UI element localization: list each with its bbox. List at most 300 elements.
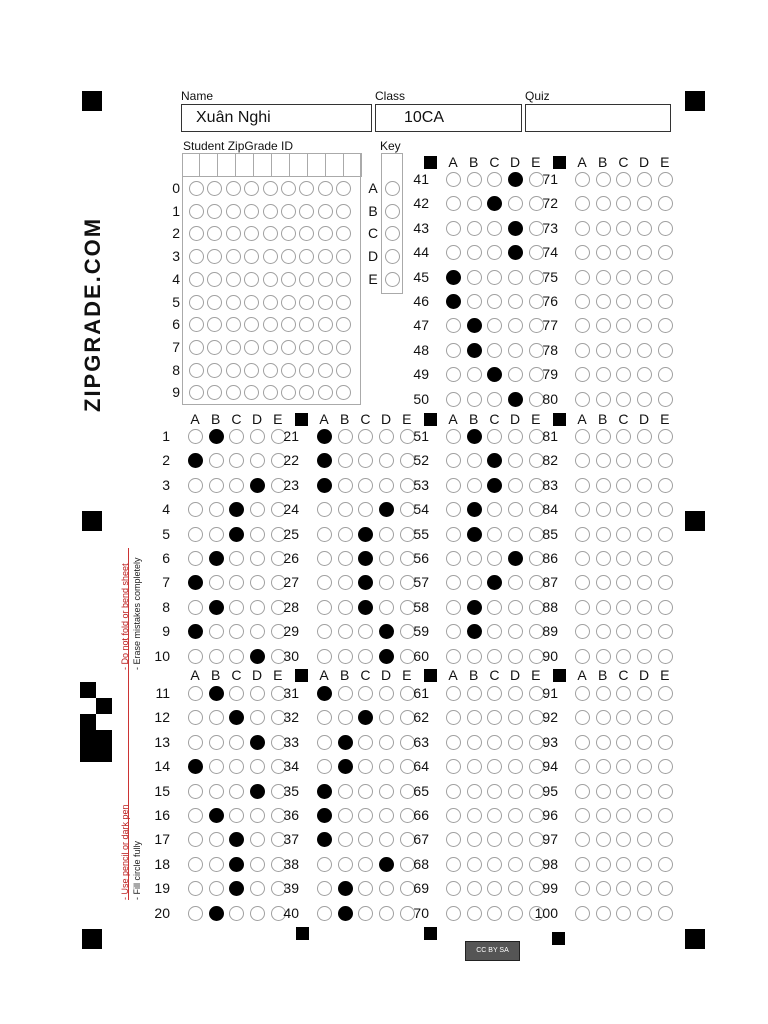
- answer-bubble[interactable]: [446, 624, 461, 639]
- answer-bubble[interactable]: [229, 710, 244, 725]
- answer-bubble[interactable]: [446, 527, 461, 542]
- answer-bubble[interactable]: [379, 686, 394, 701]
- student-id-write-cell[interactable]: [218, 153, 236, 177]
- answer-bubble[interactable]: [508, 575, 523, 590]
- answer-bubble[interactable]: [487, 453, 502, 468]
- key-bubble[interactable]: [385, 204, 400, 219]
- answer-bubble[interactable]: [250, 832, 265, 847]
- student-id-bubble[interactable]: [281, 363, 296, 378]
- answer-bubble[interactable]: [317, 710, 332, 725]
- answer-bubble[interactable]: [317, 600, 332, 615]
- answer-bubble[interactable]: [596, 686, 611, 701]
- answer-bubble[interactable]: [229, 735, 244, 750]
- answer-bubble[interactable]: [596, 221, 611, 236]
- answer-bubble[interactable]: [487, 245, 502, 260]
- answer-bubble[interactable]: [487, 551, 502, 566]
- answer-bubble[interactable]: [616, 906, 631, 921]
- answer-bubble[interactable]: [358, 808, 373, 823]
- answer-bubble[interactable]: [508, 478, 523, 493]
- answer-bubble[interactable]: [209, 906, 224, 921]
- answer-bubble[interactable]: [467, 906, 482, 921]
- answer-bubble[interactable]: [209, 784, 224, 799]
- answer-bubble[interactable]: [508, 759, 523, 774]
- answer-bubble[interactable]: [209, 832, 224, 847]
- answer-bubble[interactable]: [467, 478, 482, 493]
- answer-bubble[interactable]: [616, 649, 631, 664]
- answer-bubble[interactable]: [658, 832, 673, 847]
- answer-bubble[interactable]: [487, 527, 502, 542]
- answer-bubble[interactable]: [487, 735, 502, 750]
- answer-bubble[interactable]: [616, 245, 631, 260]
- answer-bubble[interactable]: [658, 551, 673, 566]
- answer-bubble[interactable]: [658, 502, 673, 517]
- answer-bubble[interactable]: [188, 551, 203, 566]
- answer-bubble[interactable]: [446, 906, 461, 921]
- answer-bubble[interactable]: [487, 478, 502, 493]
- student-id-write-cell[interactable]: [272, 153, 290, 177]
- answer-bubble[interactable]: [487, 710, 502, 725]
- answer-bubble[interactable]: [658, 367, 673, 382]
- key-bubble[interactable]: [385, 249, 400, 264]
- answer-bubble[interactable]: [658, 196, 673, 211]
- answer-bubble[interactable]: [487, 270, 502, 285]
- student-id-bubble[interactable]: [336, 204, 351, 219]
- student-id-bubble[interactable]: [281, 272, 296, 287]
- answer-bubble[interactable]: [658, 392, 673, 407]
- answer-bubble[interactable]: [209, 808, 224, 823]
- student-id-bubble[interactable]: [207, 295, 222, 310]
- answer-bubble[interactable]: [358, 735, 373, 750]
- answer-bubble[interactable]: [658, 245, 673, 260]
- answer-bubble[interactable]: [317, 551, 332, 566]
- answer-bubble[interactable]: [637, 172, 652, 187]
- answer-bubble[interactable]: [467, 318, 482, 333]
- answer-bubble[interactable]: [317, 502, 332, 517]
- answer-bubble[interactable]: [338, 624, 353, 639]
- student-id-write-cell[interactable]: [236, 153, 254, 177]
- answer-bubble[interactable]: [209, 527, 224, 542]
- answer-bubble[interactable]: [358, 857, 373, 872]
- answer-bubble[interactable]: [637, 832, 652, 847]
- answer-bubble[interactable]: [209, 857, 224, 872]
- student-id-bubble[interactable]: [281, 249, 296, 264]
- answer-bubble[interactable]: [658, 784, 673, 799]
- student-id-bubble[interactable]: [318, 317, 333, 332]
- answer-bubble[interactable]: [338, 649, 353, 664]
- answer-bubble[interactable]: [467, 527, 482, 542]
- answer-bubble[interactable]: [508, 551, 523, 566]
- answer-bubble[interactable]: [575, 551, 590, 566]
- answer-bubble[interactable]: [446, 881, 461, 896]
- answer-bubble[interactable]: [446, 367, 461, 382]
- key-bubble[interactable]: [385, 272, 400, 287]
- answer-bubble[interactable]: [596, 429, 611, 444]
- answer-bubble[interactable]: [596, 367, 611, 382]
- answer-bubble[interactable]: [467, 710, 482, 725]
- answer-bubble[interactable]: [596, 270, 611, 285]
- key-bubble[interactable]: [385, 181, 400, 196]
- answer-bubble[interactable]: [637, 881, 652, 896]
- answer-bubble[interactable]: [508, 906, 523, 921]
- student-id-bubble[interactable]: [226, 363, 241, 378]
- answer-bubble[interactable]: [317, 649, 332, 664]
- answer-bubble[interactable]: [358, 478, 373, 493]
- answer-bubble[interactable]: [229, 575, 244, 590]
- answer-bubble[interactable]: [209, 502, 224, 517]
- student-id-bubble[interactable]: [281, 295, 296, 310]
- answer-bubble[interactable]: [188, 478, 203, 493]
- answer-bubble[interactable]: [487, 196, 502, 211]
- answer-bubble[interactable]: [596, 857, 611, 872]
- answer-bubble[interactable]: [575, 367, 590, 382]
- answer-bubble[interactable]: [446, 575, 461, 590]
- student-id-bubble[interactable]: [336, 272, 351, 287]
- answer-bubble[interactable]: [487, 172, 502, 187]
- answer-bubble[interactable]: [508, 784, 523, 799]
- answer-bubble[interactable]: [508, 367, 523, 382]
- answer-bubble[interactable]: [250, 527, 265, 542]
- answer-bubble[interactable]: [188, 429, 203, 444]
- answer-bubble[interactable]: [358, 453, 373, 468]
- answer-bubble[interactable]: [446, 600, 461, 615]
- answer-bubble[interactable]: [487, 392, 502, 407]
- answer-bubble[interactable]: [596, 600, 611, 615]
- student-id-bubble[interactable]: [299, 295, 314, 310]
- answer-bubble[interactable]: [229, 478, 244, 493]
- answer-bubble[interactable]: [508, 294, 523, 309]
- answer-bubble[interactable]: [379, 881, 394, 896]
- student-id-bubble[interactable]: [226, 317, 241, 332]
- class-field[interactable]: 10CA: [375, 104, 522, 132]
- answer-bubble[interactable]: [338, 575, 353, 590]
- answer-bubble[interactable]: [338, 881, 353, 896]
- answer-bubble[interactable]: [575, 478, 590, 493]
- student-id-bubble[interactable]: [226, 249, 241, 264]
- answer-bubble[interactable]: [209, 429, 224, 444]
- answer-bubble[interactable]: [616, 527, 631, 542]
- answer-bubble[interactable]: [467, 784, 482, 799]
- answer-bubble[interactable]: [358, 527, 373, 542]
- answer-bubble[interactable]: [596, 575, 611, 590]
- answer-bubble[interactable]: [508, 527, 523, 542]
- answer-bubble[interactable]: [338, 600, 353, 615]
- answer-bubble[interactable]: [446, 245, 461, 260]
- student-id-bubble[interactable]: [226, 340, 241, 355]
- answer-bubble[interactable]: [446, 710, 461, 725]
- answer-bubble[interactable]: [575, 392, 590, 407]
- answer-bubble[interactable]: [317, 784, 332, 799]
- answer-bubble[interactable]: [188, 906, 203, 921]
- answer-bubble[interactable]: [188, 759, 203, 774]
- answer-bubble[interactable]: [358, 649, 373, 664]
- answer-bubble[interactable]: [188, 624, 203, 639]
- answer-bubble[interactable]: [229, 881, 244, 896]
- answer-bubble[interactable]: [446, 196, 461, 211]
- student-id-bubble[interactable]: [263, 385, 278, 400]
- answer-bubble[interactable]: [575, 502, 590, 517]
- answer-bubble[interactable]: [317, 429, 332, 444]
- answer-bubble[interactable]: [637, 527, 652, 542]
- student-id-bubble[interactable]: [281, 204, 296, 219]
- answer-bubble[interactable]: [317, 857, 332, 872]
- answer-bubble[interactable]: [575, 624, 590, 639]
- answer-bubble[interactable]: [188, 453, 203, 468]
- student-id-bubble[interactable]: [207, 204, 222, 219]
- student-id-bubble[interactable]: [263, 249, 278, 264]
- answer-bubble[interactable]: [229, 624, 244, 639]
- answer-bubble[interactable]: [188, 808, 203, 823]
- answer-bubble[interactable]: [317, 808, 332, 823]
- answer-bubble[interactable]: [575, 759, 590, 774]
- answer-bubble[interactable]: [596, 710, 611, 725]
- student-id-bubble[interactable]: [244, 363, 259, 378]
- answer-bubble[interactable]: [508, 245, 523, 260]
- answer-bubble[interactable]: [467, 857, 482, 872]
- answer-bubble[interactable]: [637, 343, 652, 358]
- answer-bubble[interactable]: [379, 906, 394, 921]
- answer-bubble[interactable]: [658, 343, 673, 358]
- answer-bubble[interactable]: [575, 784, 590, 799]
- answer-bubble[interactable]: [446, 478, 461, 493]
- answer-bubble[interactable]: [338, 808, 353, 823]
- answer-bubble[interactable]: [596, 784, 611, 799]
- answer-bubble[interactable]: [596, 318, 611, 333]
- answer-bubble[interactable]: [188, 784, 203, 799]
- answer-bubble[interactable]: [616, 318, 631, 333]
- answer-bubble[interactable]: [467, 196, 482, 211]
- answer-bubble[interactable]: [188, 710, 203, 725]
- answer-bubble[interactable]: [467, 172, 482, 187]
- answer-bubble[interactable]: [446, 502, 461, 517]
- answer-bubble[interactable]: [658, 600, 673, 615]
- answer-bubble[interactable]: [379, 808, 394, 823]
- answer-bubble[interactable]: [379, 551, 394, 566]
- answer-bubble[interactable]: [596, 527, 611, 542]
- student-id-bubble[interactable]: [207, 363, 222, 378]
- answer-bubble[interactable]: [467, 270, 482, 285]
- answer-bubble[interactable]: [637, 270, 652, 285]
- answer-bubble[interactable]: [209, 453, 224, 468]
- answer-bubble[interactable]: [188, 832, 203, 847]
- answer-bubble[interactable]: [467, 392, 482, 407]
- answer-bubble[interactable]: [467, 551, 482, 566]
- answer-bubble[interactable]: [229, 832, 244, 847]
- answer-bubble[interactable]: [358, 429, 373, 444]
- answer-bubble[interactable]: [616, 759, 631, 774]
- answer-bubble[interactable]: [467, 600, 482, 615]
- answer-bubble[interactable]: [379, 784, 394, 799]
- answer-bubble[interactable]: [358, 784, 373, 799]
- answer-bubble[interactable]: [596, 832, 611, 847]
- student-id-bubble[interactable]: [244, 340, 259, 355]
- answer-bubble[interactable]: [317, 759, 332, 774]
- answer-bubble[interactable]: [637, 502, 652, 517]
- answer-bubble[interactable]: [467, 502, 482, 517]
- answer-bubble[interactable]: [209, 600, 224, 615]
- answer-bubble[interactable]: [229, 551, 244, 566]
- student-id-write-cell[interactable]: [344, 153, 362, 177]
- student-id-bubble[interactable]: [189, 340, 204, 355]
- answer-bubble[interactable]: [446, 759, 461, 774]
- answer-bubble[interactable]: [229, 527, 244, 542]
- answer-bubble[interactable]: [487, 575, 502, 590]
- answer-bubble[interactable]: [575, 453, 590, 468]
- answer-bubble[interactable]: [446, 221, 461, 236]
- answer-bubble[interactable]: [616, 478, 631, 493]
- answer-bubble[interactable]: [596, 551, 611, 566]
- answer-bubble[interactable]: [317, 575, 332, 590]
- answer-bubble[interactable]: [229, 453, 244, 468]
- answer-bubble[interactable]: [338, 686, 353, 701]
- answer-bubble[interactable]: [596, 196, 611, 211]
- answer-bubble[interactable]: [487, 429, 502, 444]
- answer-bubble[interactable]: [379, 600, 394, 615]
- answer-bubble[interactable]: [487, 857, 502, 872]
- answer-bubble[interactable]: [575, 294, 590, 309]
- answer-bubble[interactable]: [358, 624, 373, 639]
- answer-bubble[interactable]: [508, 832, 523, 847]
- answer-bubble[interactable]: [575, 906, 590, 921]
- answer-bubble[interactable]: [379, 502, 394, 517]
- answer-bubble[interactable]: [596, 624, 611, 639]
- answer-bubble[interactable]: [487, 759, 502, 774]
- answer-bubble[interactable]: [250, 429, 265, 444]
- answer-bubble[interactable]: [637, 600, 652, 615]
- student-id-bubble[interactable]: [189, 204, 204, 219]
- answer-bubble[interactable]: [467, 343, 482, 358]
- answer-bubble[interactable]: [658, 270, 673, 285]
- answer-bubble[interactable]: [637, 221, 652, 236]
- answer-bubble[interactable]: [508, 429, 523, 444]
- answer-bubble[interactable]: [358, 759, 373, 774]
- student-id-bubble[interactable]: [189, 272, 204, 287]
- answer-bubble[interactable]: [229, 686, 244, 701]
- student-id-bubble[interactable]: [281, 340, 296, 355]
- answer-bubble[interactable]: [616, 624, 631, 639]
- student-id-bubble[interactable]: [189, 181, 204, 196]
- answer-bubble[interactable]: [209, 759, 224, 774]
- student-id-bubble[interactable]: [263, 226, 278, 241]
- answer-bubble[interactable]: [358, 600, 373, 615]
- answer-bubble[interactable]: [487, 502, 502, 517]
- answer-bubble[interactable]: [596, 881, 611, 896]
- student-id-bubble[interactable]: [244, 204, 259, 219]
- answer-bubble[interactable]: [188, 600, 203, 615]
- student-id-bubble[interactable]: [244, 272, 259, 287]
- answer-bubble[interactable]: [338, 478, 353, 493]
- answer-bubble[interactable]: [596, 172, 611, 187]
- answer-bubble[interactable]: [317, 478, 332, 493]
- answer-bubble[interactable]: [338, 527, 353, 542]
- answer-bubble[interactable]: [658, 429, 673, 444]
- answer-bubble[interactable]: [487, 221, 502, 236]
- answer-bubble[interactable]: [487, 343, 502, 358]
- answer-bubble[interactable]: [637, 196, 652, 211]
- answer-bubble[interactable]: [508, 196, 523, 211]
- student-id-write-cell[interactable]: [182, 153, 200, 177]
- answer-bubble[interactable]: [467, 686, 482, 701]
- answer-bubble[interactable]: [229, 649, 244, 664]
- answer-bubble[interactable]: [508, 343, 523, 358]
- answer-bubble[interactable]: [616, 196, 631, 211]
- answer-bubble[interactable]: [658, 735, 673, 750]
- answer-bubble[interactable]: [338, 759, 353, 774]
- answer-bubble[interactable]: [637, 906, 652, 921]
- student-id-bubble[interactable]: [263, 272, 278, 287]
- answer-bubble[interactable]: [446, 808, 461, 823]
- answer-bubble[interactable]: [487, 624, 502, 639]
- student-id-bubble[interactable]: [336, 295, 351, 310]
- answer-bubble[interactable]: [616, 367, 631, 382]
- answer-bubble[interactable]: [616, 343, 631, 358]
- answer-bubble[interactable]: [338, 735, 353, 750]
- answer-bubble[interactable]: [508, 502, 523, 517]
- answer-bubble[interactable]: [616, 221, 631, 236]
- answer-bubble[interactable]: [188, 527, 203, 542]
- answer-bubble[interactable]: [637, 551, 652, 566]
- answer-bubble[interactable]: [616, 453, 631, 468]
- answer-bubble[interactable]: [575, 686, 590, 701]
- student-id-bubble[interactable]: [226, 204, 241, 219]
- answer-bubble[interactable]: [446, 784, 461, 799]
- student-id-bubble[interactable]: [189, 249, 204, 264]
- answer-bubble[interactable]: [467, 735, 482, 750]
- answer-bubble[interactable]: [317, 832, 332, 847]
- answer-bubble[interactable]: [358, 710, 373, 725]
- answer-bubble[interactable]: [487, 808, 502, 823]
- student-id-bubble[interactable]: [226, 385, 241, 400]
- student-id-bubble[interactable]: [336, 363, 351, 378]
- student-id-write-cell[interactable]: [254, 153, 272, 177]
- answer-bubble[interactable]: [658, 906, 673, 921]
- answer-bubble[interactable]: [467, 649, 482, 664]
- answer-bubble[interactable]: [209, 624, 224, 639]
- answer-bubble[interactable]: [508, 624, 523, 639]
- answer-bubble[interactable]: [658, 221, 673, 236]
- answer-bubble[interactable]: [637, 784, 652, 799]
- answer-bubble[interactable]: [338, 551, 353, 566]
- answer-bubble[interactable]: [658, 478, 673, 493]
- answer-bubble[interactable]: [250, 906, 265, 921]
- answer-bubble[interactable]: [358, 575, 373, 590]
- answer-bubble[interactable]: [575, 318, 590, 333]
- answer-bubble[interactable]: [188, 735, 203, 750]
- answer-bubble[interactable]: [487, 832, 502, 847]
- answer-bubble[interactable]: [487, 881, 502, 896]
- answer-bubble[interactable]: [637, 478, 652, 493]
- answer-bubble[interactable]: [338, 832, 353, 847]
- answer-bubble[interactable]: [596, 392, 611, 407]
- answer-bubble[interactable]: [508, 392, 523, 407]
- answer-bubble[interactable]: [467, 453, 482, 468]
- answer-bubble[interactable]: [250, 881, 265, 896]
- answer-bubble[interactable]: [250, 784, 265, 799]
- answer-bubble[interactable]: [209, 686, 224, 701]
- answer-bubble[interactable]: [446, 832, 461, 847]
- answer-bubble[interactable]: [338, 710, 353, 725]
- answer-bubble[interactable]: [229, 784, 244, 799]
- answer-bubble[interactable]: [658, 710, 673, 725]
- answer-bubble[interactable]: [250, 624, 265, 639]
- answer-bubble[interactable]: [596, 343, 611, 358]
- answer-bubble[interactable]: [637, 367, 652, 382]
- student-id-bubble[interactable]: [336, 340, 351, 355]
- answer-bubble[interactable]: [487, 600, 502, 615]
- answer-bubble[interactable]: [658, 808, 673, 823]
- answer-bubble[interactable]: [467, 221, 482, 236]
- answer-bubble[interactable]: [596, 649, 611, 664]
- answer-bubble[interactable]: [467, 881, 482, 896]
